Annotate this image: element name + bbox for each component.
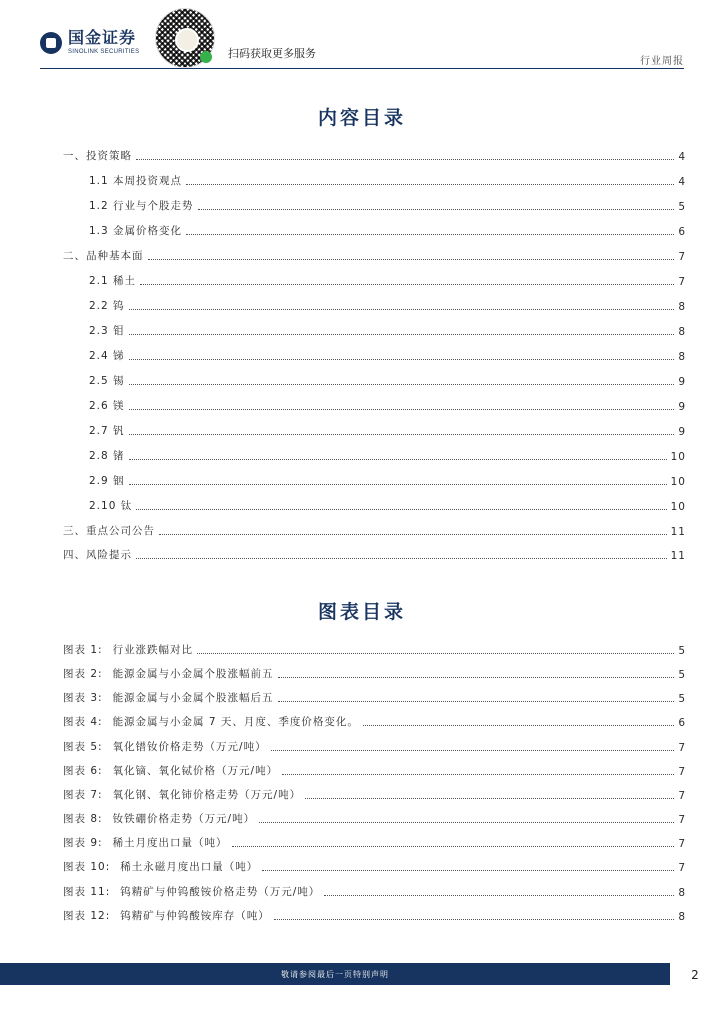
figure-entry-label: 能源金属与小金属个股涨幅后五 (112, 692, 274, 704)
toc-entry-company-announcements[interactable] (63, 522, 686, 538)
figure-entry-page: 5 (678, 645, 686, 657)
toc-entry-page: 9 (678, 426, 686, 438)
leader-dots (232, 846, 675, 847)
leader-dots (129, 309, 675, 310)
toc-entry-label: 2.4 锑 (89, 350, 125, 362)
toc-entry-risk-warning[interactable] (63, 546, 686, 562)
figure-entry-label: 氧化钢、氧化铈价格走势（万元/吨） (112, 789, 302, 801)
figure-entry[interactable] (63, 738, 686, 754)
figure-entry-number: 图表 7: (63, 789, 103, 801)
figure-entry-label: 钨精矿与仲钨酸铵价格走势（万元/吨） (120, 886, 321, 898)
figure-entry[interactable] (63, 907, 686, 923)
figure-entry[interactable] (63, 858, 686, 874)
leader-dots (305, 798, 674, 799)
toc-entry-label: 2.2 钨 (89, 300, 125, 312)
figure-entry-label: 氧化镨钕价格走势（万元/吨） (112, 741, 267, 753)
toc-entry-label: 三、重点公司公告 (63, 525, 155, 537)
figure-entry-number: 图表 5: (63, 741, 103, 753)
figure-entry-page: 7 (678, 766, 686, 778)
figure-entry-label: 钕铁硼价格走势（万元/吨） (112, 813, 256, 825)
toc-entry-page: 7 (678, 276, 686, 288)
qr-center-logo (175, 28, 199, 52)
leader-dots (274, 919, 675, 920)
leader-dots (136, 509, 666, 510)
leader-dots (129, 409, 675, 410)
figure-entry-number: 图表 2: (63, 668, 103, 680)
toc-entry-page: 11 (670, 550, 686, 562)
figure-entry-number: 图表 4: (63, 716, 103, 728)
figure-entry-number: 图表 9: (63, 837, 103, 849)
toc-entry-label: 2.3 钼 (89, 325, 125, 337)
toc-entry-tungsten[interactable] (89, 297, 686, 313)
header-divider (40, 68, 684, 69)
logo-chinese-name: 国金证券 (68, 30, 137, 47)
toc-entry-rare-earth[interactable] (89, 272, 686, 288)
toc-entry-label: 一、投资策略 (63, 150, 132, 162)
toc-entry-page: 10 (670, 501, 686, 513)
footer-disclaimer: 敬请参阅最后一页特别声明 (281, 970, 389, 979)
figure-entry-number: 图表 10: (63, 861, 111, 873)
toc-entry-weekly-view[interactable] (89, 172, 686, 188)
leader-dots (136, 159, 674, 160)
figure-entry-label: 稀土永磁月度出口量（吨） (120, 861, 259, 873)
leader-dots (324, 895, 674, 896)
toc-entry-germanium[interactable] (89, 447, 686, 463)
toc-entry-page: 9 (678, 401, 686, 413)
leader-dots (197, 653, 674, 654)
toc-entry-investment-strategy[interactable] (63, 147, 686, 163)
toc-entry-page: 9 (678, 376, 686, 388)
leader-dots (363, 725, 674, 726)
toc-entry-page: 8 (678, 301, 686, 313)
figure-entry-label: 氧化镝、氧化铽价格（万元/吨） (112, 765, 279, 777)
figure-entry-label: 能源金属与小金属个股涨幅前五 (112, 668, 274, 680)
leader-dots (136, 558, 667, 559)
figure-entry-page: 6 (678, 717, 686, 729)
leader-dots (129, 384, 675, 385)
figure-entry-page: 7 (678, 838, 686, 850)
qr-code-icon[interactable] (155, 8, 215, 68)
logo-english-name: SINOLINK SECURITIES (68, 49, 140, 55)
toc-entry-page: 6 (678, 226, 686, 238)
company-logo (40, 30, 139, 56)
toc-entry-label: 2.6 镁 (89, 400, 125, 412)
figure-entry-label: 能源金属与小金属 7 天、月度、季度价格变化。 (112, 716, 359, 728)
leader-dots (278, 701, 675, 702)
figure-entry[interactable] (63, 641, 686, 657)
toc-entry-page: 10 (670, 476, 686, 488)
toc-entry-fundamentals[interactable] (63, 247, 686, 263)
leader-dots (148, 259, 675, 260)
leader-dots (129, 334, 675, 335)
figure-list-title: 图表目录 (317, 601, 406, 623)
toc-entry-magnesium[interactable] (89, 397, 686, 413)
qr-caption: 扫码获取更多服务 (228, 47, 316, 60)
toc-entry-page: 5 (678, 201, 686, 213)
figure-entry-page: 5 (678, 693, 686, 705)
toc-entry-label: 2.7 钒 (89, 425, 125, 437)
toc-entry-page: 7 (678, 251, 686, 263)
toc-entry-antimony[interactable] (89, 347, 686, 363)
toc-entry-page: 8 (678, 351, 686, 363)
figure-entry-label: 稀土月度出口量（吨） (112, 837, 228, 849)
leader-dots (129, 484, 667, 485)
toc-entry-label: 四、风险提示 (63, 549, 132, 561)
leader-dots (278, 677, 675, 678)
figure-entry-page: 7 (678, 814, 686, 826)
toc-entry-page: 4 (678, 176, 686, 188)
leader-dots (129, 434, 675, 435)
toc-entry-label: 2.9 铟 (89, 475, 125, 487)
figure-entry[interactable] (63, 883, 686, 899)
figure-entry-number: 图表 12: (63, 910, 111, 922)
figure-entry-page: 5 (678, 669, 686, 681)
figure-entry-number: 图表 8: (63, 813, 103, 825)
toc-entry-vanadium[interactable] (89, 422, 686, 438)
leader-dots (198, 209, 675, 210)
leader-dots (186, 234, 674, 235)
toc-entry-page: 4 (678, 151, 686, 163)
figure-entry[interactable] (63, 689, 686, 705)
figure-entry-page: 7 (678, 790, 686, 802)
figure-entry-number: 图表 6: (63, 765, 103, 777)
toc-entry-label: 2.5 锡 (89, 375, 125, 387)
figure-entry-number: 图表 1: (63, 644, 103, 656)
leader-dots (159, 534, 667, 535)
figure-entry[interactable] (63, 762, 686, 778)
leader-dots (186, 184, 674, 185)
toc-entry-metal-prices[interactable] (89, 222, 686, 238)
toc-entry-label: 2.10 钛 (89, 500, 133, 512)
page-header (0, 0, 724, 70)
leader-dots (129, 359, 675, 360)
report-type-label: 行业周报 (640, 56, 684, 67)
leader-dots (282, 774, 674, 775)
figure-entry[interactable] (63, 713, 686, 729)
leader-dots (259, 822, 674, 823)
figure-entry-page: 8 (678, 911, 686, 923)
figure-entry-page: 8 (678, 887, 686, 899)
figure-entry-number: 图表 11: (63, 886, 111, 898)
figure-entry-number: 图表 3: (63, 692, 103, 704)
figure-entry[interactable] (63, 786, 686, 802)
toc-entry-page: 10 (670, 451, 686, 463)
figure-entry-label: 钨精矿与仲钨酸铵库存（吨） (120, 910, 270, 922)
toc-entry-label: 2.1 稀土 (89, 275, 137, 287)
toc-entry-label: 2.8 锗 (89, 450, 125, 462)
leader-dots (262, 870, 674, 871)
toc-entry-tin[interactable] (89, 372, 686, 388)
toc-title: 内容目录 (317, 107, 406, 129)
toc-entry-indium[interactable] (89, 472, 686, 488)
toc-entry-label: 1.3 金属价格变化 (89, 225, 183, 237)
figure-entry[interactable] (63, 834, 686, 850)
wechat-badge-icon (200, 51, 212, 63)
toc-entry-titanium[interactable] (89, 497, 686, 513)
page-number: 2 (691, 968, 699, 982)
figure-entry[interactable] (63, 810, 686, 826)
leader-dots (271, 750, 675, 751)
toc-entry-label: 二、品种基本面 (63, 250, 144, 262)
figure-entry[interactable] (63, 665, 686, 681)
toc-entry-page: 8 (678, 326, 686, 338)
leader-dots (129, 459, 667, 460)
toc-entry-label: 1.1 本周投资观点 (89, 175, 183, 187)
figure-entry-page: 7 (678, 862, 686, 874)
toc-entry-industry-trend[interactable] (89, 197, 686, 213)
figure-entry-label: 行业涨跌幅对比 (112, 644, 194, 656)
toc-entry-label: 1.2 行业与个股走势 (89, 200, 194, 212)
toc-entry-page: 11 (670, 526, 686, 538)
figure-entry-page: 7 (678, 742, 686, 754)
toc-entry-molybdenum[interactable] (89, 322, 686, 338)
logo-mark-icon (40, 32, 62, 54)
leader-dots (140, 284, 674, 285)
